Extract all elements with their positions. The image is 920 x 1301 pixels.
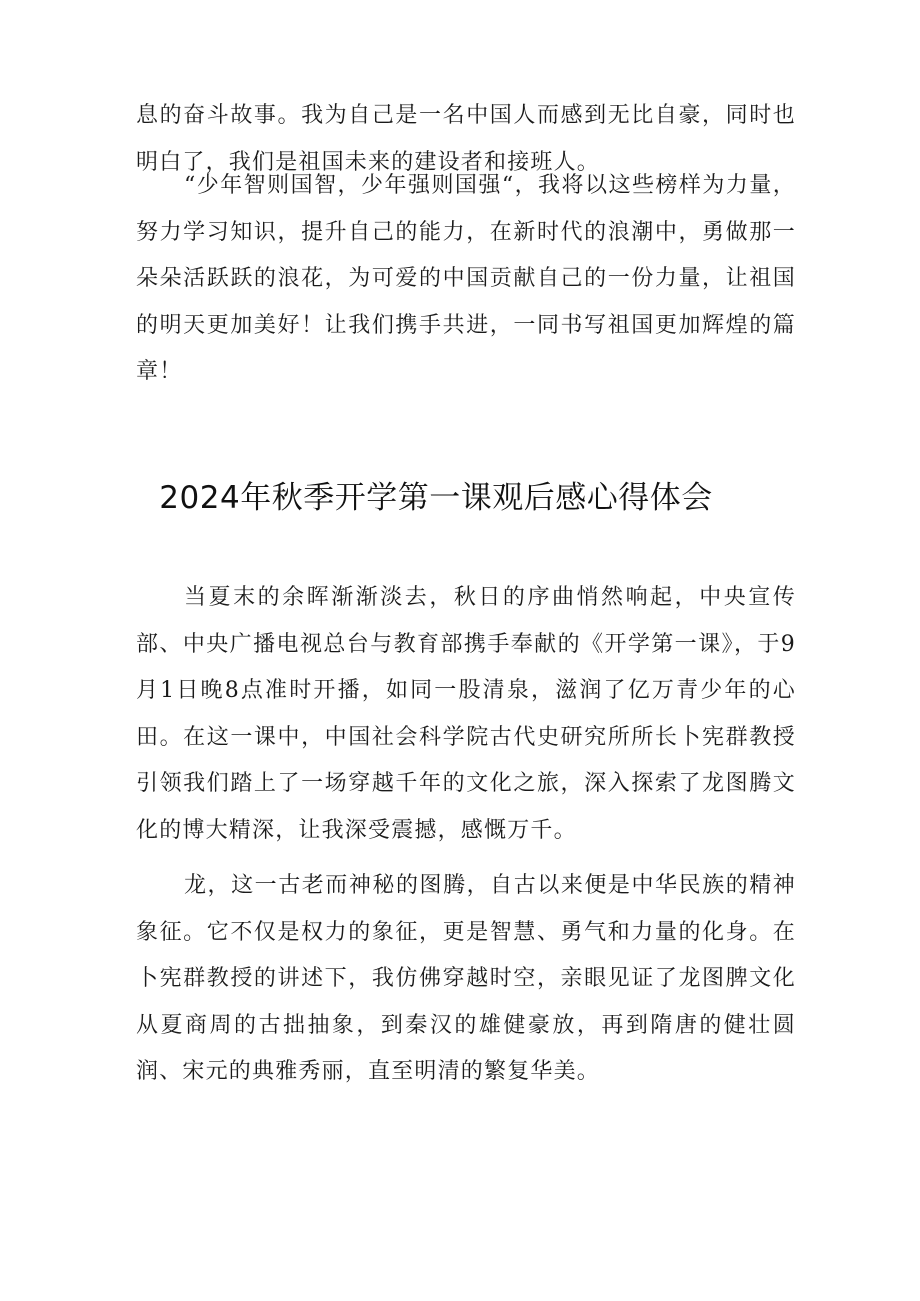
paragraph-quote: “少年智则国智，少年强则国强“，我将以这些榜样为力量，努力学习知识，提升自己的能力，在新时代的浪潮中，勇做那一朵朵活跃跃的浪花，为可爱的中国贡献自己的一份力量，让祖国的明天更加美好！让我们携手共进，一同书写祖国更加辉煌的篇章！ bbox=[136, 173, 796, 384]
paragraph-intro: 当夏末的余晖渐渐淡去，秋日的序曲悄然响起，中央宣传部、中央广播电视总台与教育部携手奉献的《开学第一课》，于9月1日晚8点准时开播，如同一股清泉，滋润了亿万青少年的心田。在这一课中，中国社会科学院古代史研究所所长卜宪群教授引领我们踏上了一场穿越千年的文化之旅，深入探索了龙图腾文化的博大精深，让我深受震撼，感慨万千。 bbox=[136, 585, 796, 843]
paragraph-dragon: 龙，这一古老而神秘的图腾，自古以来便是中华民族的精神象征。它不仅是权力的象征，更是智慧、勇气和力量的化身。在卜宪群教授的讲述下，我仿佛穿越时空，亲眼见证了龙图脾文化从夏商周的古拙抽象，到秦汉的雄健豪放，再到隋唐的健壮圆润、宋元的典雅秀丽，直至明清的繁复华美。 bbox=[136, 873, 796, 1084]
document-title: 2024年秋季开学第一课观后感心得体会 bbox=[159, 480, 713, 516]
paragraph-continued: 息的奋斗故事。我为自己是一名中国人而感到无比自豪，同时也明白了，我们是祖国未来的建设者和接班人。 bbox=[136, 103, 796, 175]
